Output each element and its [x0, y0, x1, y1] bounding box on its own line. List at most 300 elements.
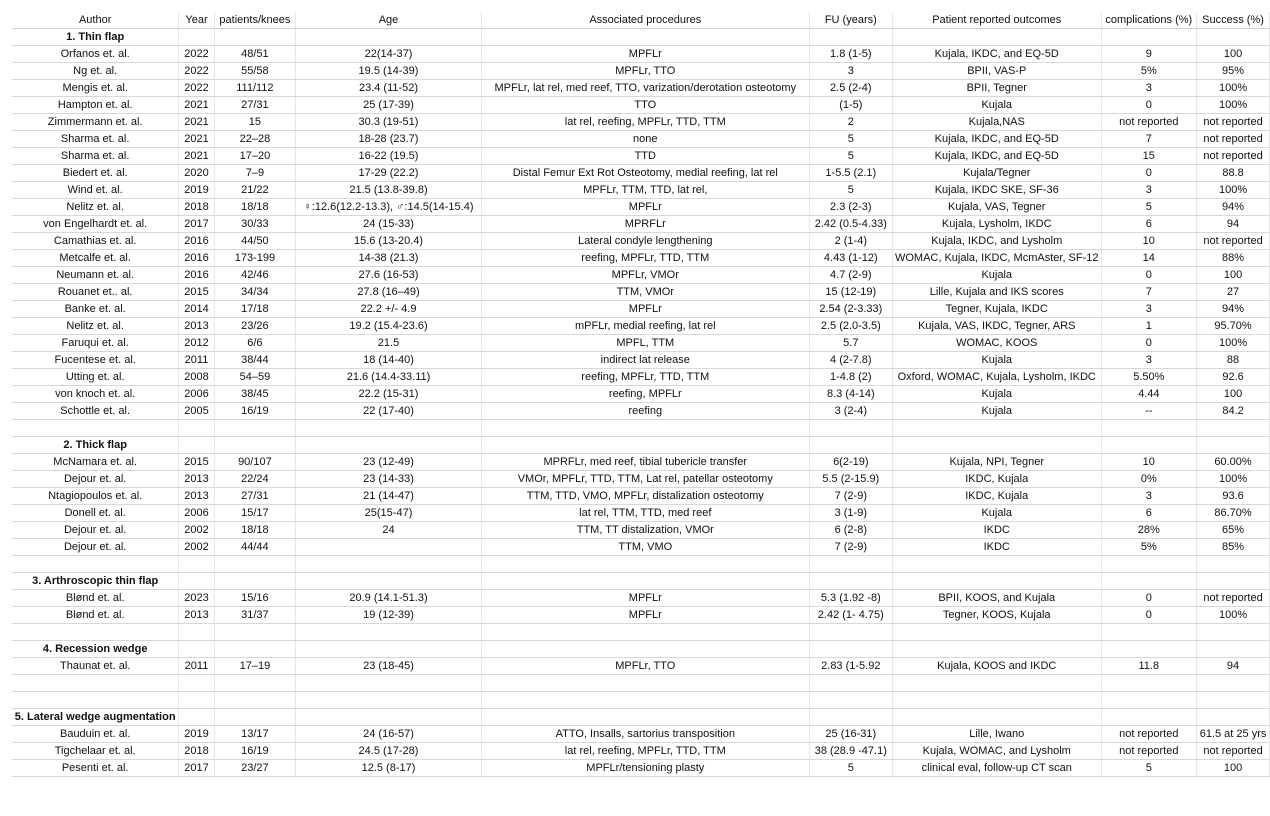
cell-procedures: MPFLr, VMOr [481, 267, 809, 284]
cell-procedures: Lateral condyle lengthening [481, 233, 809, 250]
cell-outcomes: Kujala, VAS, IKDC, Tegner, ARS [892, 318, 1101, 335]
cell-outcomes: Kujala, WOMAC, and Lysholm [892, 743, 1101, 760]
cell-success: 94 [1197, 216, 1270, 233]
cell-complications: 0 [1101, 165, 1197, 182]
cell-patients-knees: 17/18 [214, 301, 295, 318]
cell-success: 100 [1197, 386, 1270, 403]
empty-cell [179, 420, 214, 437]
cell-success: 100 [1197, 760, 1270, 777]
table-row [12, 46, 1270, 63]
cell-age: 27.6 (16-53) [296, 267, 482, 284]
cell-year: 2011 [179, 352, 214, 369]
cell-complications: 0 [1101, 590, 1197, 607]
empty-cell [481, 692, 809, 709]
cell-patients-knees: 23/27 [214, 760, 295, 777]
cell-success: 95% [1197, 63, 1270, 80]
empty-cell [296, 692, 482, 709]
table-row [12, 114, 1270, 131]
cell-success: 100% [1197, 335, 1270, 352]
cell-complications: 9 [1101, 46, 1197, 63]
empty-cell [296, 709, 482, 726]
cell-author: Dejour et. al. [12, 522, 179, 539]
cell-complications: 3 [1101, 182, 1197, 199]
cell-followup: 5 [809, 131, 892, 148]
cell-outcomes: Oxford, WOMAC, Kujala, Lysholm, IKDC [892, 369, 1101, 386]
cell-success: not reported [1197, 590, 1270, 607]
empty-cell [12, 556, 179, 573]
cell-year: 2021 [179, 148, 214, 165]
empty-cell [214, 573, 295, 590]
empty-cell [892, 624, 1101, 641]
empty-cell [481, 675, 809, 692]
cell-patients-knees: 38/44 [214, 352, 295, 369]
cell-followup: 5 [809, 148, 892, 165]
header-author: Author [12, 12, 179, 29]
cell-age: 18-28 (23.7) [296, 131, 482, 148]
cell-year: 2015 [179, 284, 214, 301]
empty-cell [179, 556, 214, 573]
section-title: 1. Thin flap [12, 29, 179, 46]
cell-complications: 5.50% [1101, 369, 1197, 386]
blank-row [12, 675, 1270, 692]
cell-year: 2018 [179, 743, 214, 760]
cell-complications: 3 [1101, 80, 1197, 97]
cell-patients-knees: 90/107 [214, 454, 295, 471]
cell-success: not reported [1197, 148, 1270, 165]
cell-patients-knees: 15/17 [214, 505, 295, 522]
cell-followup: 6 (2-8) [809, 522, 892, 539]
cell-author: Camathias et. al. [12, 233, 179, 250]
cell-success: 100% [1197, 182, 1270, 199]
cell-procedures: reefing, MPFLr [481, 386, 809, 403]
cell-success: 100% [1197, 471, 1270, 488]
cell-author: Banke et. al. [12, 301, 179, 318]
cell-outcomes: Kujala,NAS [892, 114, 1101, 131]
header-patients-knees: patients/knees [214, 12, 295, 29]
cell-author: Pesenti et. al. [12, 760, 179, 777]
cell-patients-knees: 13/17 [214, 726, 295, 743]
cell-complications: 0 [1101, 335, 1197, 352]
cell-patients-knees: 18/18 [214, 522, 295, 539]
cell-complications: 1 [1101, 318, 1197, 335]
cell-age: 24.5 (17-28) [296, 743, 482, 760]
header-complications: complications (%) [1101, 12, 1197, 29]
empty-cell [1101, 692, 1197, 709]
empty-cell [1197, 675, 1270, 692]
cell-complications: 6 [1101, 216, 1197, 233]
blank-row [12, 624, 1270, 641]
cell-outcomes: Kujala [892, 403, 1101, 420]
table-row [12, 488, 1270, 505]
cell-outcomes: IKDC [892, 522, 1101, 539]
cell-complications: 5 [1101, 760, 1197, 777]
empty-cell [481, 573, 809, 590]
empty-cell [892, 692, 1101, 709]
cell-age: 24 (15-33) [296, 216, 482, 233]
cell-success: not reported [1197, 114, 1270, 131]
cell-outcomes: Kujala, Lysholm, IKDC [892, 216, 1101, 233]
section-row [12, 29, 1270, 46]
section-row [12, 437, 1270, 454]
cell-followup: 2 [809, 114, 892, 131]
empty-cell [1101, 624, 1197, 641]
empty-cell [1101, 675, 1197, 692]
cell-patients-knees: 44/50 [214, 233, 295, 250]
cell-outcomes: IKDC, Kujala [892, 471, 1101, 488]
cell-outcomes: Kujala, IKDC, and Lysholm [892, 233, 1101, 250]
empty-cell [809, 641, 892, 658]
empty-cell [892, 709, 1101, 726]
empty-cell [481, 437, 809, 454]
empty-cell [214, 437, 295, 454]
cell-success: 86.70% [1197, 505, 1270, 522]
cell-age: 23 (14-33) [296, 471, 482, 488]
empty-cell [1197, 29, 1270, 46]
cell-followup: 5.3 (1.92 -8) [809, 590, 892, 607]
empty-cell [296, 641, 482, 658]
cell-author: Neumann et. al. [12, 267, 179, 284]
table-row [12, 403, 1270, 420]
cell-followup: 1-4.8 (2) [809, 369, 892, 386]
cell-author: von Engelhardt et. al. [12, 216, 179, 233]
cell-author: Blønd et. al. [12, 607, 179, 624]
cell-year: 2006 [179, 386, 214, 403]
cell-followup: 5.7 [809, 335, 892, 352]
empty-cell [809, 29, 892, 46]
empty-cell [296, 573, 482, 590]
empty-cell [892, 641, 1101, 658]
cell-success: 84.2 [1197, 403, 1270, 420]
cell-patients-knees: 17–20 [214, 148, 295, 165]
table-row [12, 760, 1270, 777]
table-row [12, 726, 1270, 743]
cell-age: 18 (14-40) [296, 352, 482, 369]
cell-followup: 3 [809, 63, 892, 80]
cell-followup: 2.83 (1-5.92 [809, 658, 892, 675]
cell-complications: 5 [1101, 199, 1197, 216]
cell-outcomes: WOMAC, Kujala, IKDC, McmAster, SF-12 [892, 250, 1101, 267]
cell-year: 2016 [179, 267, 214, 284]
cell-procedures: indirect lat release [481, 352, 809, 369]
cell-age: 22(14-37) [296, 46, 482, 63]
cell-patients-knees: 30/33 [214, 216, 295, 233]
cell-complications: 0 [1101, 267, 1197, 284]
empty-cell [809, 573, 892, 590]
empty-cell [481, 709, 809, 726]
cell-followup: 2.5 (2-4) [809, 80, 892, 97]
cell-procedures: none [481, 131, 809, 148]
cell-age: 21.5 [296, 335, 482, 352]
cell-success: 100 [1197, 267, 1270, 284]
cell-year: 2012 [179, 335, 214, 352]
cell-complications: 3 [1101, 488, 1197, 505]
cell-author: Rouanet et.. al. [12, 284, 179, 301]
table-row [12, 182, 1270, 199]
cell-outcomes: Tegner, KOOS, Kujala [892, 607, 1101, 624]
cell-year: 2017 [179, 760, 214, 777]
cell-age: 30.3 (19-51) [296, 114, 482, 131]
cell-success: not reported [1197, 131, 1270, 148]
cell-patients-knees: 111/112 [214, 80, 295, 97]
section-title: 2. Thick flap [12, 437, 179, 454]
cell-complications: 5% [1101, 63, 1197, 80]
cell-age: 17-29 (22.2) [296, 165, 482, 182]
cell-complications: 5% [1101, 539, 1197, 556]
cell-year: 2015 [179, 454, 214, 471]
cell-followup: 5 [809, 760, 892, 777]
cell-procedures: Distal Femur Ext Rot Osteotomy, medial reefing, lat rel [481, 165, 809, 182]
cell-procedures: mPFLr, medial reefing, lat rel [481, 318, 809, 335]
cell-age: 16-22 (19.5) [296, 148, 482, 165]
header-outcomes: Patient reported outcomes [892, 12, 1101, 29]
cell-patients-knees: 15 [214, 114, 295, 131]
cell-outcomes: Kujala/Tegner [892, 165, 1101, 182]
empty-cell [296, 556, 482, 573]
cell-patients-knees: 16/19 [214, 743, 295, 760]
cell-age: 14-38 (21.3) [296, 250, 482, 267]
cell-outcomes: Kujala, IKDC, and EQ-5D [892, 148, 1101, 165]
header-followup: FU (years) [809, 12, 892, 29]
cell-success: 100% [1197, 97, 1270, 114]
empty-cell [1197, 556, 1270, 573]
cell-complications: 0 [1101, 607, 1197, 624]
cell-age: 23 (18-45) [296, 658, 482, 675]
empty-cell [1197, 624, 1270, 641]
cell-age: 22 (17-40) [296, 403, 482, 420]
cell-complications: 3 [1101, 301, 1197, 318]
cell-followup: 7 (2-9) [809, 539, 892, 556]
cell-followup: 6(2-19) [809, 454, 892, 471]
empty-cell [1197, 709, 1270, 726]
cell-year: 2022 [179, 80, 214, 97]
cell-age: 20.9 (14.1-51.3) [296, 590, 482, 607]
cell-success: 94% [1197, 199, 1270, 216]
empty-cell [296, 675, 482, 692]
cell-year: 2016 [179, 233, 214, 250]
empty-cell [1197, 437, 1270, 454]
empty-cell [809, 709, 892, 726]
section-row [12, 709, 1270, 726]
empty-cell [1197, 420, 1270, 437]
empty-cell [809, 556, 892, 573]
empty-cell [12, 624, 179, 641]
cell-age: 19 (12-39) [296, 607, 482, 624]
cell-age: 12.5 (8-17) [296, 760, 482, 777]
table-row [12, 199, 1270, 216]
empty-cell [1101, 29, 1197, 46]
cell-complications: 0% [1101, 471, 1197, 488]
empty-cell [809, 675, 892, 692]
cell-year: 2019 [179, 726, 214, 743]
empty-cell [214, 692, 295, 709]
cell-success: 100% [1197, 80, 1270, 97]
cell-followup: 1.8 (1-5) [809, 46, 892, 63]
cell-complications: not reported [1101, 743, 1197, 760]
cell-author: Blønd et. al. [12, 590, 179, 607]
cell-patients-knees: 27/31 [214, 488, 295, 505]
cell-age: 24 [296, 522, 482, 539]
cell-procedures: TTM, VMO [481, 539, 809, 556]
cell-complications: 7 [1101, 131, 1197, 148]
empty-cell [12, 675, 179, 692]
cell-author: Orfanos et. al. [12, 46, 179, 63]
empty-cell [12, 420, 179, 437]
cell-procedures: reefing [481, 403, 809, 420]
studies-table [12, 12, 1270, 777]
cell-procedures: MPFLr, TTO [481, 658, 809, 675]
empty-cell [179, 573, 214, 590]
cell-outcomes: Kujala, IKDC, and EQ-5D [892, 46, 1101, 63]
empty-cell [481, 29, 809, 46]
cell-procedures: MPFLr, TTO [481, 63, 809, 80]
empty-cell [214, 675, 295, 692]
empty-cell [179, 437, 214, 454]
cell-success: 94 [1197, 658, 1270, 675]
cell-patients-knees: 31/37 [214, 607, 295, 624]
table-row [12, 148, 1270, 165]
empty-cell [12, 692, 179, 709]
cell-success: 92.6 [1197, 369, 1270, 386]
cell-followup: (1-5) [809, 97, 892, 114]
empty-cell [1101, 709, 1197, 726]
cell-success: not reported [1197, 233, 1270, 250]
cell-author: Sharma et. al. [12, 131, 179, 148]
cell-procedures: MPFLr [481, 590, 809, 607]
blank-row [12, 420, 1270, 437]
cell-complications: 15 [1101, 148, 1197, 165]
cell-patients-knees: 27/31 [214, 97, 295, 114]
empty-cell [296, 437, 482, 454]
empty-cell [892, 437, 1101, 454]
cell-year: 2013 [179, 318, 214, 335]
cell-procedures: MPRFLr, med reef, tibial tubericle transfer [481, 454, 809, 471]
cell-complications: 28% [1101, 522, 1197, 539]
empty-cell [179, 29, 214, 46]
cell-year: 2013 [179, 488, 214, 505]
empty-cell [296, 624, 482, 641]
empty-cell [809, 420, 892, 437]
cell-success: 60.00% [1197, 454, 1270, 471]
cell-year: 2006 [179, 505, 214, 522]
cell-outcomes: Tegner, Kujala, IKDC [892, 301, 1101, 318]
empty-cell [892, 675, 1101, 692]
empty-cell [1101, 641, 1197, 658]
cell-author: Sharma et. al. [12, 148, 179, 165]
cell-outcomes: Kujala [892, 352, 1101, 369]
cell-age: 23 (12-49) [296, 454, 482, 471]
cell-author: Utting et. al. [12, 369, 179, 386]
table-row [12, 743, 1270, 760]
cell-author: Nelitz et. al. [12, 318, 179, 335]
table-row [12, 267, 1270, 284]
cell-age: ♀:12.6(12.2-13.3), ♂:14.5(14-15.4) [296, 199, 482, 216]
cell-age: 25 (17-39) [296, 97, 482, 114]
cell-year: 2017 [179, 216, 214, 233]
cell-outcomes: Kujala, VAS, Tegner [892, 199, 1101, 216]
table-row [12, 522, 1270, 539]
cell-author: Wind et. al. [12, 182, 179, 199]
cell-age: 22.2 (15-31) [296, 386, 482, 403]
cell-complications: 11.8 [1101, 658, 1197, 675]
empty-cell [809, 437, 892, 454]
cell-complications: 4.44 [1101, 386, 1197, 403]
table-row [12, 386, 1270, 403]
cell-success: 94% [1197, 301, 1270, 318]
cell-outcomes: BPII, Tegner [892, 80, 1101, 97]
cell-author: Hampton et. al. [12, 97, 179, 114]
cell-complications: 14 [1101, 250, 1197, 267]
cell-author: Metcalfe et. al. [12, 250, 179, 267]
empty-cell [214, 420, 295, 437]
cell-procedures: TTM, TTD, VMO, MPFLr, distalization osteotomy [481, 488, 809, 505]
empty-cell [481, 624, 809, 641]
section-row [12, 573, 1270, 590]
cell-patients-knees: 17–19 [214, 658, 295, 675]
empty-cell [296, 420, 482, 437]
cell-followup: 7 (2-9) [809, 488, 892, 505]
cell-complications: 6 [1101, 505, 1197, 522]
cell-outcomes: Lille, Iwano [892, 726, 1101, 743]
table-row [12, 335, 1270, 352]
cell-patients-knees: 22–28 [214, 131, 295, 148]
empty-cell [1101, 437, 1197, 454]
cell-outcomes: Lille, Kujala and IKS scores [892, 284, 1101, 301]
table-row [12, 63, 1270, 80]
empty-cell [1197, 692, 1270, 709]
empty-cell [481, 420, 809, 437]
cell-patients-knees: 34/34 [214, 284, 295, 301]
empty-cell [214, 641, 295, 658]
cell-followup: 2.42 (0.5-4.33) [809, 216, 892, 233]
cell-complications: 7 [1101, 284, 1197, 301]
table-row [12, 590, 1270, 607]
cell-success: 88% [1197, 250, 1270, 267]
table-row [12, 250, 1270, 267]
cell-procedures: lat rel, reefing, MPFLr, TTD, TTM [481, 114, 809, 131]
cell-author: Donell et. al. [12, 505, 179, 522]
cell-year: 2023 [179, 590, 214, 607]
cell-author: Fucentese et. al. [12, 352, 179, 369]
cell-outcomes: Kujala, NPI, Tegner [892, 454, 1101, 471]
cell-followup: 2.3 (2-3) [809, 199, 892, 216]
blank-row [12, 556, 1270, 573]
cell-outcomes: Kujala [892, 97, 1101, 114]
cell-year: 2022 [179, 63, 214, 80]
empty-cell [179, 692, 214, 709]
cell-procedures: MPFLr [481, 199, 809, 216]
cell-author: Dejour et. al. [12, 471, 179, 488]
empty-cell [179, 641, 214, 658]
cell-followup: 2.5 (2.0-3.5) [809, 318, 892, 335]
table-row [12, 165, 1270, 182]
cell-outcomes: Kujala [892, 267, 1101, 284]
empty-cell [481, 556, 809, 573]
cell-age: 21 (14-47) [296, 488, 482, 505]
cell-age: 24 (16-57) [296, 726, 482, 743]
cell-year: 2002 [179, 522, 214, 539]
table-row [12, 658, 1270, 675]
header-success: Success (%) [1197, 12, 1270, 29]
cell-followup: 4 (2-7.8) [809, 352, 892, 369]
cell-success: 100% [1197, 607, 1270, 624]
cell-complications: not reported [1101, 726, 1197, 743]
cell-outcomes: BPII, KOOS, and Kujala [892, 590, 1101, 607]
cell-complications: 10 [1101, 454, 1197, 471]
empty-cell [1197, 641, 1270, 658]
cell-complications: not reported [1101, 114, 1197, 131]
cell-patients-knees: 16/19 [214, 403, 295, 420]
cell-followup: 8.3 (4-14) [809, 386, 892, 403]
